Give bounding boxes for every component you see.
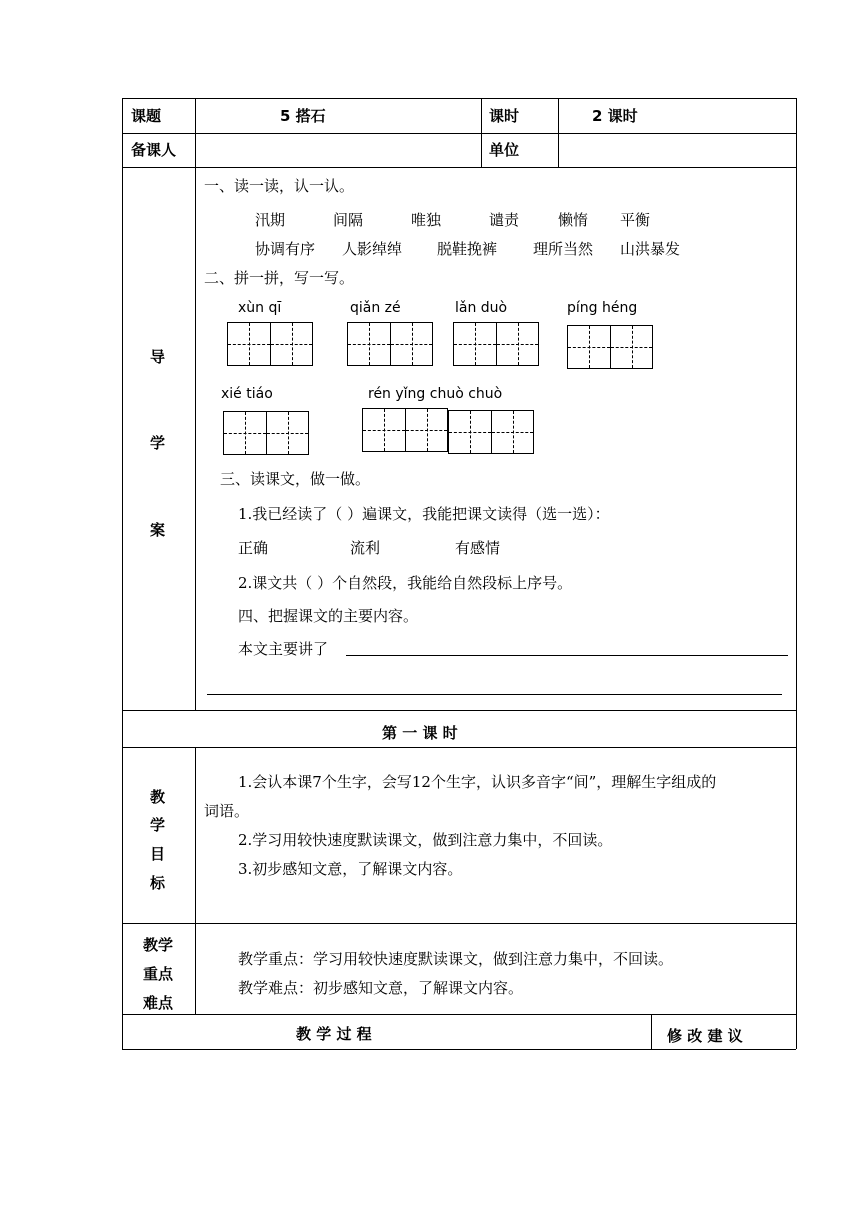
- phrase-3: 脱鞋挽裤: [437, 240, 498, 258]
- summary-answer-line-1[interactable]: [346, 655, 788, 656]
- pinyin-6: rén yǐng chuò chuò: [368, 386, 503, 402]
- key-label-3: 难点: [143, 994, 174, 1012]
- goal-1-line-2: 词语。: [204, 802, 250, 820]
- section1-title: 一、读一读，认一认。: [204, 177, 355, 195]
- word-6: 平衡: [620, 211, 651, 229]
- word-5: 懒惰: [558, 211, 589, 229]
- section3-title: 三、读课文，做一做。: [220, 470, 371, 488]
- section3-question-2: 2.课文共（ ）个自然段，我能给自然段标上序号。: [238, 574, 573, 592]
- pinyin-4: píng héng: [567, 300, 638, 316]
- topic-value: 5 搭石: [280, 107, 326, 125]
- summary-prompt: 本文主要讲了: [238, 640, 329, 658]
- unit-label: 单位: [489, 141, 520, 159]
- summary-answer-line-2[interactable]: [207, 694, 782, 695]
- word-2: 间隔: [333, 211, 364, 229]
- suggestion-label: 修 改 建 议: [667, 1027, 743, 1045]
- word-1: 汛期: [255, 211, 286, 229]
- section3-question-1: 1.我已经读了（ ）遍课文，我能把课文读得（选一选）：: [238, 505, 610, 523]
- pinyin-5: xié tiáo: [221, 386, 273, 402]
- guide-side-label-3: 案: [150, 521, 166, 539]
- topic-label: 课题: [131, 107, 162, 125]
- phrase-4: 理所当然: [533, 240, 594, 258]
- phrase-2: 人影绰绰: [342, 240, 403, 258]
- goals-label-2: 学: [150, 816, 166, 834]
- goals-label-1: 教: [150, 788, 166, 806]
- difficult-point: 教学难点：初步感知文意，了解课文内容。: [238, 979, 524, 997]
- goals-label-4: 标: [150, 874, 166, 892]
- writing-grid-3[interactable]: [453, 322, 539, 366]
- option-correct[interactable]: 正确: [238, 539, 269, 557]
- pinyin-2: qiǎn zé: [350, 300, 401, 316]
- guide-side-label-1: 导: [150, 348, 166, 366]
- pinyin-1: xùn qī: [238, 300, 282, 316]
- period-label: 课时: [489, 107, 520, 125]
- key-point: 教学重点：学习用较快速度默读课文，做到注意力集中，不回读。: [238, 950, 674, 968]
- goal-3: 3.初步感知文意，了解课文内容。: [238, 860, 463, 878]
- goals-label-3: 目: [150, 845, 166, 863]
- key-label-1: 教学: [143, 936, 174, 954]
- goal-2: 2.学习用较快速度默读课文，做到注意力集中，不回读。: [238, 831, 613, 849]
- period-value: 2 课时: [592, 107, 638, 125]
- section4-title: 四、把握课文的主要内容。: [238, 607, 419, 625]
- writing-grid-7[interactable]: [448, 410, 534, 454]
- lesson-title: 第 一 课 时: [382, 724, 458, 742]
- option-expressive[interactable]: 有感情: [455, 539, 501, 557]
- preparer-label: 备课人: [131, 141, 177, 159]
- phrase-1: 协调有序: [255, 240, 316, 258]
- writing-grid-5[interactable]: [223, 411, 309, 455]
- word-4: 谴责: [489, 211, 520, 229]
- key-label-2: 重点: [143, 965, 174, 983]
- guide-side-label-2: 学: [150, 434, 166, 452]
- writing-grid-2[interactable]: [347, 322, 433, 366]
- word-3: 唯独: [411, 211, 442, 229]
- pinyin-3: lǎn duò: [455, 300, 508, 316]
- option-fluent[interactable]: 流利: [350, 539, 381, 557]
- process-label: 教 学 过 程: [296, 1025, 372, 1043]
- writing-grid-4[interactable]: [567, 325, 653, 369]
- goal-1-line-1: 1.会认本课7个生字，会写12个生字，认识多音字“间”，理解生字组成的: [238, 773, 717, 791]
- writing-grid-6[interactable]: [362, 408, 448, 452]
- writing-grid-1[interactable]: [227, 322, 313, 366]
- section2-title: 二、拼一拼，写一写。: [204, 269, 355, 287]
- phrase-5: 山洪暴发: [620, 240, 681, 258]
